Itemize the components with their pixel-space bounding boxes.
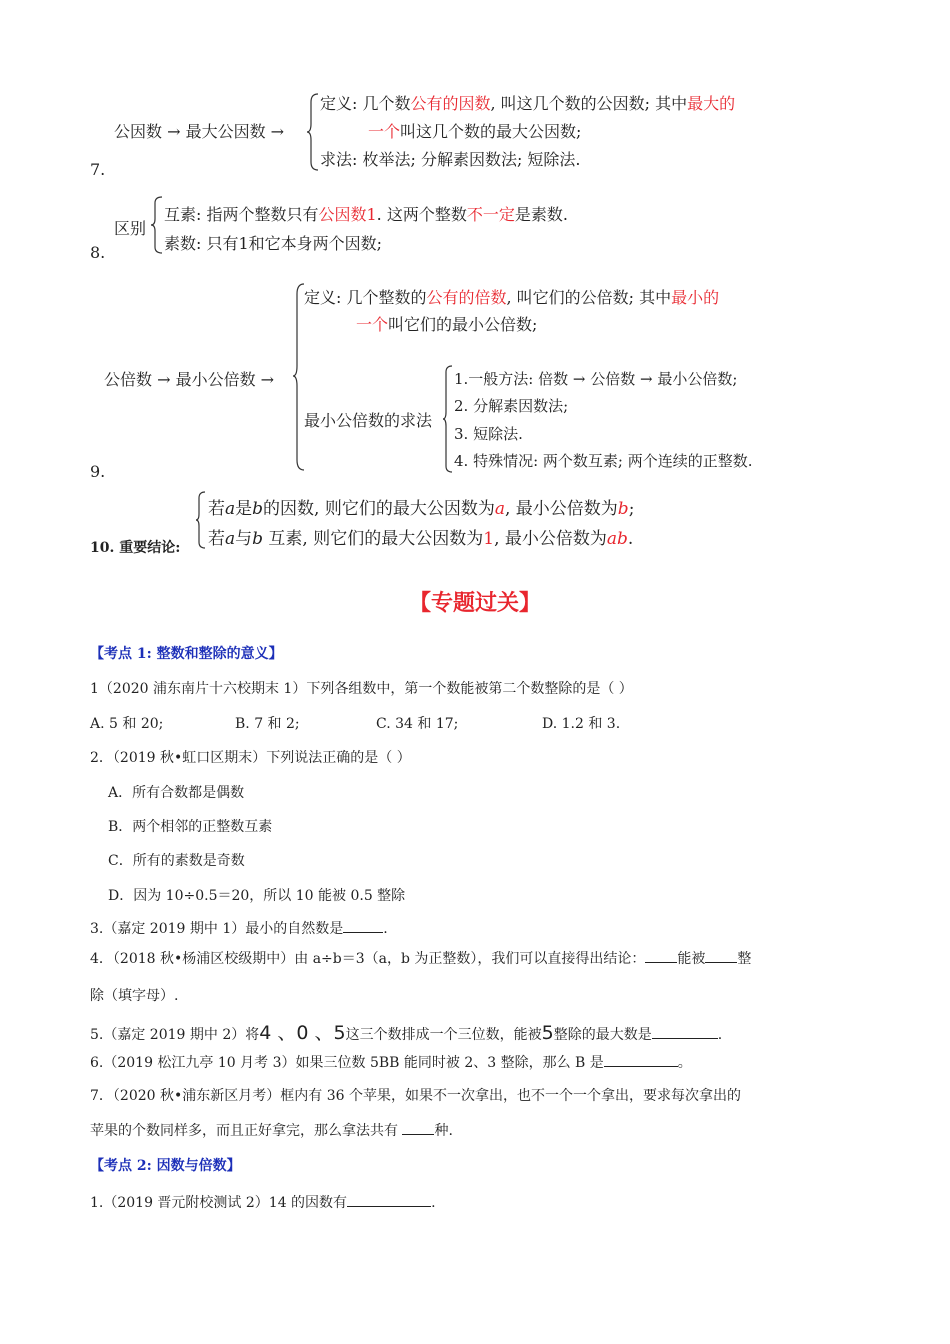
- question-7-line1: 7．（2020 秋•浦东新区月考）框内有 36 个苹果，如果不一次拿出，也不一个一个拿出，要求每次拿出的: [90, 1088, 741, 1104]
- gcd-method: 求法: 枚举法; 分解素因数法; 短除法.: [320, 150, 581, 169]
- q2-option-a: A．所有合数都是偶数: [108, 785, 245, 801]
- answer-blank[interactable]: [604, 1052, 678, 1067]
- answer-blank[interactable]: [652, 1024, 718, 1039]
- brace-distinction: [150, 195, 164, 255]
- answer-blank[interactable]: [402, 1120, 434, 1135]
- brace-gcd: [306, 92, 320, 172]
- brace-lcm: [292, 282, 306, 472]
- q2-option-b: B．两个相邻的正整数互素: [108, 819, 273, 835]
- lcm-flow-label: 公倍数 → 最小公倍数 →: [104, 370, 275, 389]
- lcm-definition-line1: 定义: 几个整数的公有的倍数, 叫它们的公倍数; 其中最小的: [304, 288, 720, 307]
- prime-definition: 素数: 只有1和它本身两个因数;: [164, 234, 383, 253]
- q1-option-a: A. 5 和 20;: [90, 716, 164, 732]
- lcm-definition-line2: 一个叫它们的最小公倍数;: [356, 315, 538, 334]
- gcd-flow-label: 公因数 → 最大公因数 →: [114, 122, 285, 141]
- gcd-definition-line1: 定义: 几个数公有的因数, 叫这几个数的公因数; 其中最大的: [320, 94, 736, 113]
- q1-option-b: B. 7 和 2;: [235, 716, 300, 732]
- lcm-method-2: 2. 分解素因数法;: [454, 397, 569, 415]
- item-number-8: 8.: [90, 243, 106, 262]
- question-5: 5.（嘉定 2019 期中 2）将4 、0 、5这三个数排成一个三位数，能被5整除的最大数是 .: [90, 1022, 723, 1044]
- answer-blank[interactable]: [347, 1192, 431, 1207]
- answer-blank[interactable]: [343, 918, 383, 933]
- question-2: 2．（2019 秋•虹口区期末）下列说法正确的是（ ）: [90, 750, 411, 766]
- lcm-method-1: 1.一般方法: 倍数 → 公倍数 → 最小公倍数;: [454, 370, 738, 388]
- answer-blank[interactable]: [645, 948, 677, 963]
- topic2-heading: 【考点 2: 因数与倍数】: [90, 1158, 241, 1174]
- conclusion-line2: 若a与b 互素, 则它们的最大公因数为1, 最小公倍数为ab.: [208, 529, 634, 549]
- question-4-line2: 除（填字母）.: [90, 988, 179, 1004]
- important-conclusion-label: 10. 重要结论:: [90, 540, 181, 556]
- item-number-9: 9.: [90, 462, 106, 481]
- q2-option-c: C．所有的素数是奇数: [108, 853, 245, 869]
- lcm-method-3: 3. 短除法.: [454, 425, 523, 443]
- brace-conclusion: [195, 490, 207, 550]
- gcd-definition-line2: 一个叫这几个数的最大公因数;: [368, 122, 582, 141]
- q1-option-d: D. 1.2 和 3.: [542, 716, 621, 732]
- topic2-question-1: 1.（2019 晋元附校测试 2）14 的因数有 .: [90, 1192, 436, 1212]
- question-4-line1: 4．（2018 秋•杨浦区校级期中）由 a÷b＝3（a，b 为正整数），我们可以直接得出结论： 能被 整: [90, 948, 751, 968]
- lcm-method-label: 最小公倍数的求法: [304, 411, 433, 430]
- question-6: 6.（2019 松江九亭 10 月考 3）如果三位数 5BB 能同时被 2、3 整除，那么 B 是 。: [90, 1052, 692, 1072]
- item-number-7: 7.: [90, 160, 106, 179]
- question-7-line2: 苹果的个数同样多，而且正好拿完，那么拿法共有 种.: [90, 1120, 453, 1140]
- distinction-label: 区别: [114, 219, 147, 238]
- question-1: 1（2020 浦东南片十六校期末 1）下列各组数中，第一个数能被第二个数整除的是（ ）: [90, 681, 633, 697]
- q1-option-c: C. 34 和 17;: [376, 716, 459, 732]
- conclusion-line1: 若a是b的因数, 则它们的最大公因数为a, 最小公倍数为b;: [208, 499, 635, 519]
- question-3: 3.（嘉定 2019 期中 1）最小的自然数是 .: [90, 918, 388, 938]
- section-title: 【专题过关】: [408, 591, 541, 616]
- topic1-heading: 【考点 1: 整数和整除的意义】: [90, 646, 283, 662]
- lcm-method-4: 4. 特殊情况: 两个数互素; 两个连续的正整数.: [454, 452, 753, 470]
- q2-option-d: D．因为 10÷0.5＝20，所以 10 能被 0.5 整除: [108, 888, 406, 904]
- answer-blank[interactable]: [705, 948, 737, 963]
- coprime-definition: 互素: 指两个整数只有公因数1. 这两个整数不一定是素数.: [164, 205, 568, 224]
- brace-lcm-methods: [442, 364, 454, 474]
